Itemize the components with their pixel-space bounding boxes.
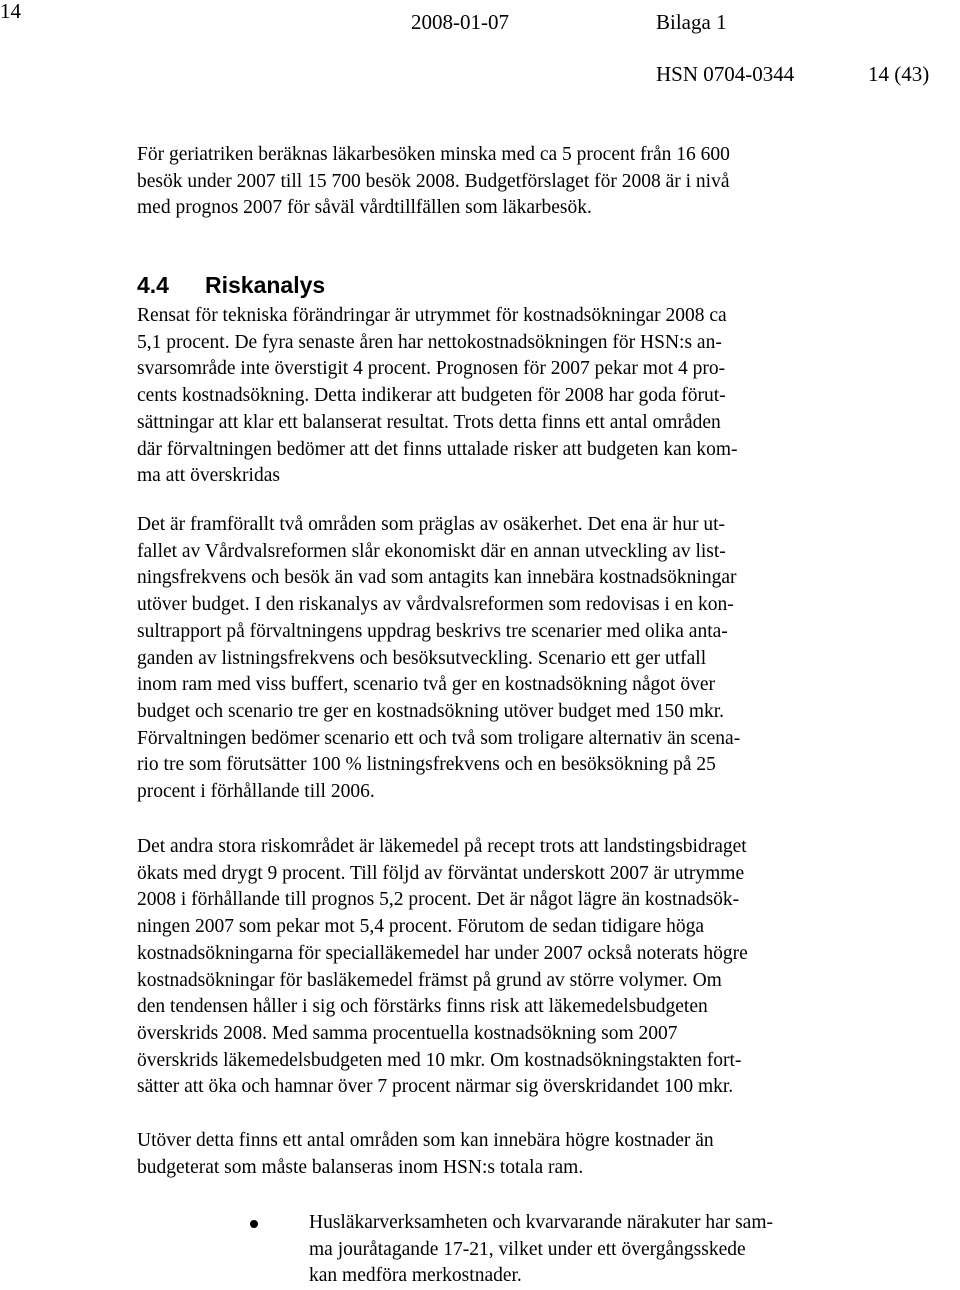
text-line: fallet av Vårdvalsreformen slår ekonomiskt där en annan utveckling av list- [137, 540, 726, 562]
text-line: inom ram med viss buffert, scenario två ger en kostnadsökning något över [137, 674, 716, 696]
text-line: 2008 i förhållande till prognos 5,2 procent. Det är något lägre än kostnadsök- [137, 889, 740, 911]
section-heading [137, 270, 325, 300]
paragraph-medication-risk [137, 834, 927, 1101]
text-line: överskrids läkemedelsbudgeten med 10 mkr. Om kostnadsökningstakten fort- [137, 1049, 742, 1071]
paragraph-other-areas [137, 1128, 927, 1181]
text-line: Det andra stora riskområdet är läkemedel på recept trots att landstingsbidraget [137, 836, 747, 857]
list-item [137, 1210, 927, 1290]
text-line: Utöver detta finns ett antal områden som kan innebära högre kostnader än [137, 1130, 714, 1151]
text-line: Det är framförallt två områden som präglas av osäkerhet. Det ena är hur ut- [137, 514, 726, 535]
text-line: budget och scenario tre ger en kostnadsökning utöver budget med 150 mkr. [137, 700, 725, 722]
text-line: utöver budget. I den riskanalys av vårdvalsreformen som redovisas i en kon- [137, 594, 734, 616]
text-line: procent i förhållande till 2006. [137, 781, 375, 803]
text-line: ma att överskridas [137, 465, 280, 487]
paragraph-risk-overview [137, 303, 927, 490]
header-date: 2008-01-07 [411, 10, 509, 34]
text-line: För geriatriken beräknas läkarbesöken minska med ca 5 procent från 16 600 [137, 144, 730, 165]
section-number: 4.4 [137, 272, 169, 298]
text-line: budgeterat som måste balanseras inom HSN:s totala ram. [137, 1156, 584, 1178]
header-page-info: 14 (43) [868, 62, 930, 86]
header-attachment: Bilaga 1 [656, 10, 727, 34]
text-line: överskrids 2008. Med samma procentuella kostnadsökning som 2007 [137, 1022, 678, 1044]
page-number: 14 [0, 0, 21, 23]
text-line: där förvaltningen bedömer att det finns uttalade risker att budgeten kan kom- [137, 438, 738, 460]
text-line: ma jouråtagande 17-21, vilket under ett övergångsskede [309, 1238, 746, 1260]
text-line: rio tre som förutsätter 100 % listningsfrekvens och en besöksökning på 25 [137, 754, 716, 776]
text-line: ningsfrekvens och besök än vad som antagits kan innebära kostnadsökningar [137, 567, 737, 589]
text-line: med prognos 2007 för såväl vårdtillfällen som läkarbesök. [137, 197, 592, 219]
section-title: Riskanalys [205, 272, 326, 298]
paragraph-geriatrics [137, 142, 927, 222]
text-line: sätter att öka och hamnar över 7 procent närmar sig överskridandet 100 mkr. [137, 1076, 734, 1098]
text-line: cents kostnadsökning. Detta indikerar att budgeten för 2008 har goda förut- [137, 385, 726, 407]
text-line: kan medföra merkostnader. [309, 1265, 522, 1287]
text-line: svarsområde inte överstigit 4 procent. Prognosen för 2007 pekar mot 4 pro- [137, 358, 726, 380]
text-line: ökats med drygt 9 procent. Till följd av förväntat underskott 2007 är utrymme [137, 862, 745, 884]
risk-bullet-list [137, 1210, 927, 1290]
text-line: kostnadsökningar för basläkemedel främst på grund av större volymer. Om [137, 969, 722, 991]
text-line: sättningar att klar ett balanserat resultat. Trots detta finns ett antal områden [137, 411, 721, 433]
text-line: Rensat för tekniska förändringar är utrymmet för kostnadsökningar 2008 ca [137, 305, 727, 326]
text-line: Husläkarverksamheten och kvarvarande närakuter har sam- [309, 1212, 773, 1233]
text-line: ganden av listningsfrekvens och besöksutveckling. Scenario ett ger utfall [137, 647, 707, 669]
text-line: sultrapport på förvaltningens uppdrag beskrivs tre scenarier med olika anta- [137, 620, 728, 642]
text-line: Förvaltningen bedömer scenario ett och två som troligare alternativ än scena- [137, 727, 741, 749]
text-line: kostnadsökningarna för specialläkemedel har under 2007 också noterats högre [137, 942, 748, 964]
text-line: ningen 2007 som pekar mot 5,4 procent. Förutom de sedan tidigare höga [137, 916, 705, 938]
bullet-icon [250, 1220, 258, 1228]
text-line: den tendensen håller i sig och förstärks finns risk att läkemedelsbudgeten [137, 996, 708, 1018]
header-doc-id: HSN 0704-0344 [656, 62, 795, 86]
paragraph-vardval-risk [137, 512, 927, 806]
text-line: besök under 2007 till 15 700 besök 2008. Budgetförslaget för 2008 är i nivå [137, 170, 730, 192]
text-line: 5,1 procent. De fyra senaste åren har nettokostnadsökningen för HSN:s an- [137, 331, 722, 353]
